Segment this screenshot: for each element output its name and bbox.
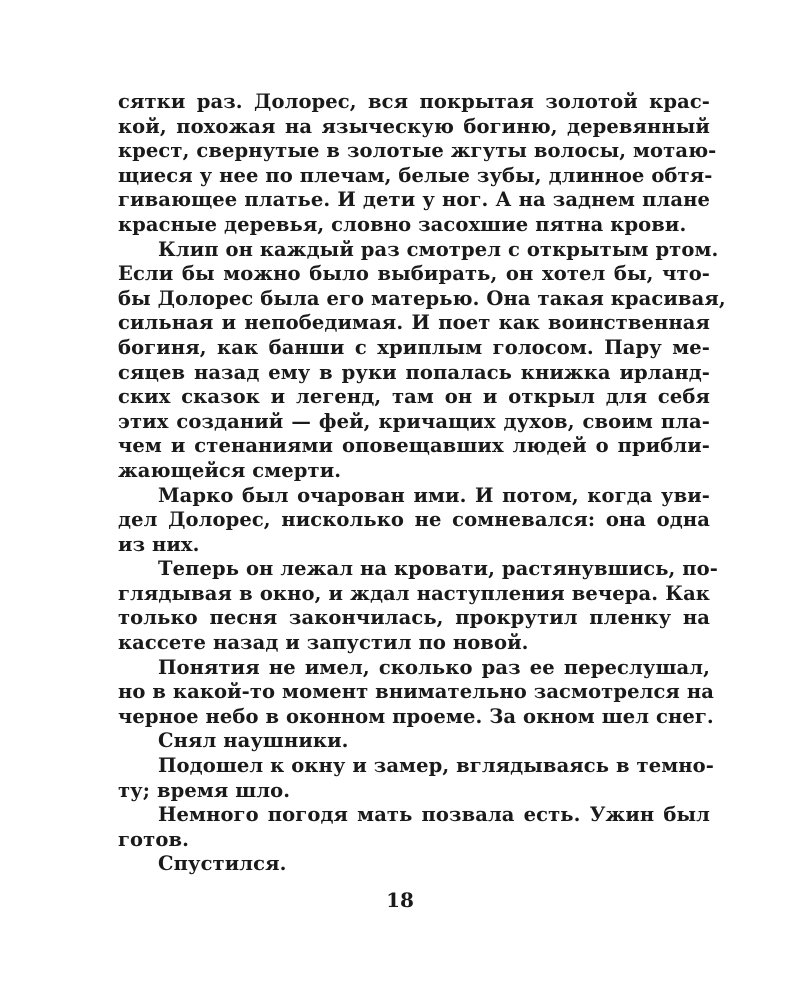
text-line: сильная и непобедимая. И поет как воинственная (118, 311, 710, 335)
text-line: Подошел к окну и замер, вглядываясь в темно- (158, 754, 714, 778)
paragraph (118, 803, 710, 852)
text-line: но в какой-то момент внимательно засмотрелся на (118, 680, 714, 704)
text-line: Понятия не имел, сколько раз ее переслушал, (158, 655, 710, 679)
paragraph (118, 852, 710, 877)
text-line: крест, свернутые в золотые жгуты волосы, мотаю- (118, 139, 717, 163)
text-line: щиеся у нее по плечам, белые зубы, длинное обтя- (118, 163, 713, 187)
text-line: только песня закончилась, прокрутил пленку на (118, 606, 710, 630)
text-line: кой, похожая на языческую богиню, деревянный (118, 114, 710, 138)
text-line: ту; время шло. (118, 778, 291, 802)
text-line: из них. (118, 532, 200, 556)
text-line: Снял наушники. (158, 729, 349, 753)
paragraph (118, 754, 714, 803)
text-line: Немного погодя мать позвала есть. Ужин был (158, 803, 710, 827)
paragraph (118, 484, 710, 558)
text-line: Теперь он лежал на кровати, растянувшись, по- (158, 557, 718, 581)
text-line: Если бы можно было выбирать, он хотел бы, что- (118, 262, 710, 286)
paragraph (118, 655, 714, 730)
text-line: бы Долорес была его матерью. Она такая красивая, (118, 286, 726, 310)
text-line: черное небо в оконном проеме. За окном шел снег. (118, 704, 714, 728)
page-number: 18 (386, 888, 414, 912)
text-line: готов. (118, 827, 189, 851)
text-line: глядывая в окно, и ждал наступления вечера. Как (118, 581, 710, 605)
text-line: Спустился. (158, 852, 287, 876)
body-text (118, 90, 726, 877)
paragraph (118, 237, 726, 484)
text-line: богиня, как банши с хриплым голосом. Пару ме- (118, 335, 710, 359)
text-line: жающейся смерти. (118, 458, 342, 482)
text-line: кассете назад и запустил по новой. (118, 631, 529, 655)
paragraph (118, 729, 710, 754)
text-line: Клип он каждый раз смотрел с открытым ртом. (158, 237, 719, 261)
text-line: этих созданий — фей, кричащих духов, своим пла- (118, 409, 710, 433)
paragraph (118, 90, 717, 238)
text-line: сятки раз. Долорес, вся покрытая золотой крас- (118, 90, 710, 113)
text-line: Марко был очарован ими. И потом, когда уви- (158, 483, 710, 507)
text-line: красные деревья, словно засохшие пятна крови. (118, 212, 687, 236)
text-line: сяцев назад ему в руки попалась книжка ирланд- (118, 360, 710, 384)
text-line: дел Долорес, нисколько не сомневался: она одна (118, 508, 710, 532)
text-line: ских сказок и легенд, там он и открыл для себя (118, 385, 710, 409)
text-line: гивающее платье. И дети у ног. А на заднем плане (118, 188, 710, 212)
paragraph (118, 557, 718, 655)
text-line: чем и стенаниями оповещавших людей о прибли- (118, 434, 710, 458)
